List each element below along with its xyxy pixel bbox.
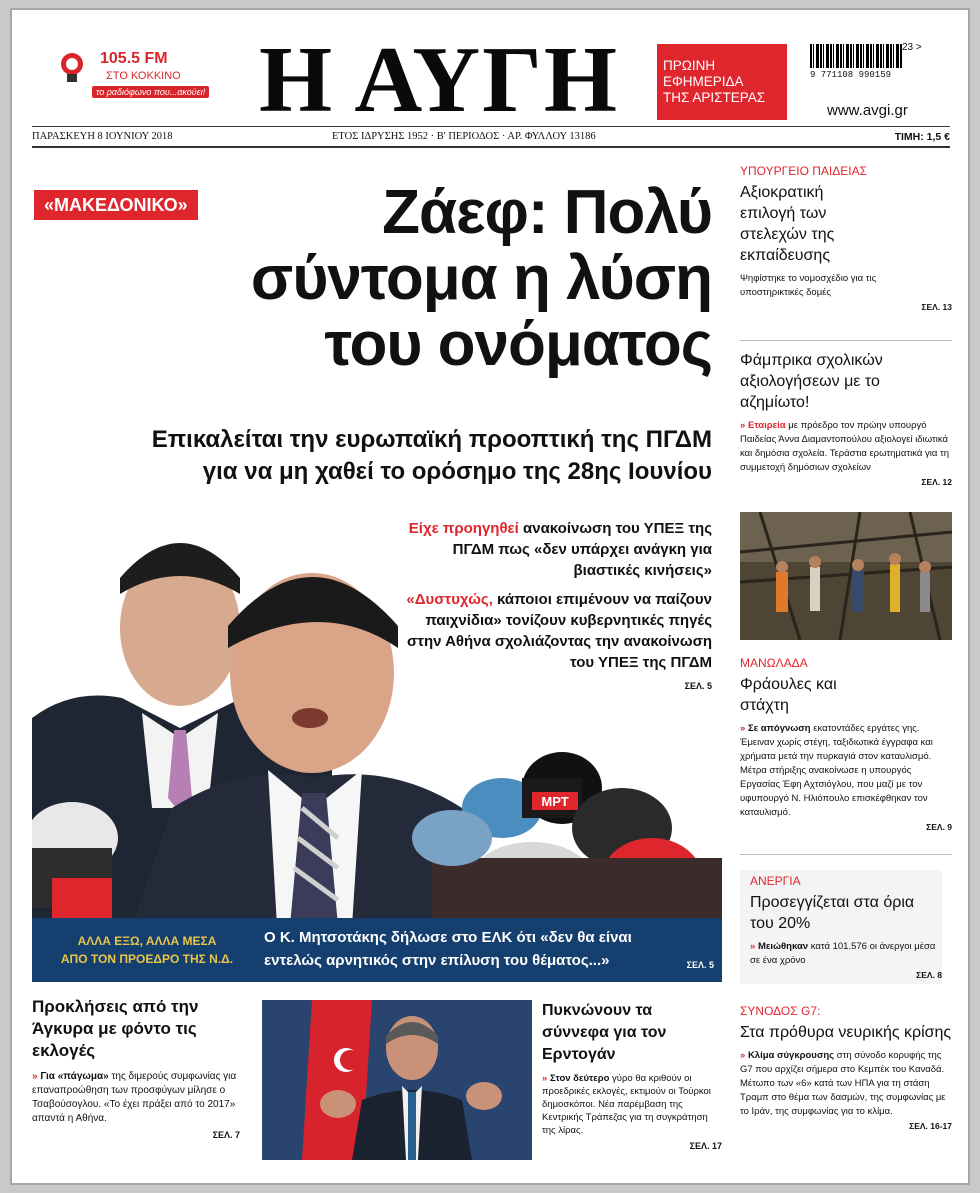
tagline-line-2: ΕΦΗΜΕΡΙΔΑ xyxy=(663,74,744,89)
chevron-right-icon: » xyxy=(32,1071,41,1082)
radio-subtitle: ΣΤΟ ΚΟΚΚΙΝΟ xyxy=(106,70,181,82)
sidebar-education[interactable] xyxy=(740,164,952,312)
deck-line-1: Επικαλείται την ευρωπαϊκή προοπτική της ΠΓΔΜ xyxy=(151,426,712,453)
radio-frequency: 105.5 FM xyxy=(100,50,168,67)
tagline-line-3: ΤΗΣ ΑΡΙΣΤΕΡΑΣ xyxy=(663,90,766,105)
g7-category: ΣΥΝΟΔΟΣ G7: xyxy=(740,1004,821,1018)
unemployment-page-ref[interactable]: ΣΕΛ. 8 xyxy=(916,970,942,980)
ankara-lead: Για «πάγωμα» xyxy=(40,1071,109,1082)
erdogan-photo[interactable] xyxy=(262,1000,532,1160)
sidebar-divider xyxy=(740,340,952,341)
manolada-category: ΜΑΝΩΛΑΔΑ xyxy=(740,656,808,670)
sidebar-evaluations[interactable] xyxy=(740,350,952,487)
barcode-icon xyxy=(810,44,902,68)
erdogan-lead: Στον δεύτερο xyxy=(549,1073,610,1084)
unemployment-lead: Μειώθηκαν xyxy=(757,941,809,952)
manolada-body xyxy=(740,722,952,820)
quote-2 xyxy=(392,589,712,673)
main-page-ref[interactable]: ΣΕΛ. 5 xyxy=(684,681,712,691)
main-kicker: «ΜΑΚΕΔΟΝΙΚΟ» xyxy=(34,190,198,220)
bar-kicker-line-1: ΑΛΛΑ ΕΞΩ, ΑΛΛΑ ΜΕΣΑ xyxy=(77,934,217,948)
evaluations-page-ref[interactable]: ΣΕΛ. 12 xyxy=(921,477,952,487)
ankara-story[interactable] xyxy=(32,996,260,1140)
quote-1-lead: Είχε προηγηθεί xyxy=(408,520,519,537)
fire-photo[interactable] xyxy=(740,512,952,640)
chevron-right-icon: » xyxy=(740,723,748,734)
bar-text: Ο Κ. Μητσοτάκης δήλωσε στο ΕΛΚ ότι «δεν θα είναι εντελώς αρνητικός στην επίλυση του θέματος...» xyxy=(264,929,632,969)
sidebar-unemployment[interactable] xyxy=(740,870,942,984)
unemployment-category: ΑΝΕΡΓΙΑ xyxy=(750,874,801,888)
manolada-headline: Φράουλες και στάχτη xyxy=(740,676,837,714)
headline-line-1: Ζάεφ: Πολύ xyxy=(382,178,712,247)
founded-info: ΕΤΟΣ ΙΔΡΥΣΗΣ 1952 · Β' ΠΕΡΙΟΔΟΣ · ΑΡ. ΦΥΛΛΟΥ 13186 xyxy=(332,131,596,142)
bar-kicker-line-2: ΑΠΟ ΤΟΝ ΠΡΟΕΔΡΟ ΤΗΣ Ν.Δ. xyxy=(60,952,234,966)
unemployment-body xyxy=(750,940,942,968)
unemployment-headline: Προσεγγίζεται στα όρια του 20% xyxy=(750,894,915,932)
erdogan-page-ref[interactable]: ΣΕΛ. 17 xyxy=(689,1141,722,1151)
ankara-body xyxy=(32,1070,260,1126)
manolada-lead: Σε απόγνωση xyxy=(747,723,811,734)
g7-lead: Κλίμα σύγκρουσης xyxy=(747,1050,835,1061)
quote-2-text: κάποιοι επιμένουν να παίζουν παιχνίδια» τονίζουν κυβερνητικές πηγές στην Αθήνα σχολιάζοντας την ανακοίνωση του ΥΠΕΞ της ΠΓΔΜ xyxy=(407,591,712,671)
mitsotakis-bar[interactable] xyxy=(32,918,722,982)
sidebar-divider xyxy=(740,854,952,855)
evaluations-text: με πρόεδρο τον πρώην υπουργό Παιδείας Άννα Διαμαντοπούλου αξιολογεί ιδιωτικά και δημόσια σχολεία. Τεράστια ερωτηματικά για τη συμμετοχή δημόσιων σχολείων xyxy=(740,420,950,473)
website-link[interactable]: www.avgi.gr xyxy=(827,102,908,119)
tagline-box xyxy=(657,44,787,120)
main-quotes xyxy=(392,518,712,691)
evaluations-body xyxy=(740,419,952,475)
chevron-right-icon: » xyxy=(740,420,748,431)
ankara-page-ref[interactable]: ΣΕΛ. 7 xyxy=(212,1130,240,1140)
chevron-right-icon: » xyxy=(750,941,758,952)
quote-1 xyxy=(392,518,712,581)
main-deck xyxy=(72,424,712,488)
unemployment-text: κατά 101.576 οι άνεργοι μέσα σε ένα χρόνο xyxy=(750,941,936,966)
ankara-text: της διμερούς συμφωνίας για επαναπροώθηση των προσφύγων μίλησε ο Τσαβούσογλου. «Το έχει πράξει από το 2017» απαντά η Αθήνα. xyxy=(32,1071,237,1124)
education-body: Ψηφίστηκε το νομοσχέδιο για τις υποστηρικτικές δομές xyxy=(740,273,877,298)
ankara-headline: Προκλήσεις από την Άγκυρα με φόντο τις εκλογές xyxy=(32,997,199,1060)
erdogan-body xyxy=(542,1072,722,1137)
education-headline: Αξιοκρατική επιλογή των στελεχών της εκπαίδευσης xyxy=(740,184,835,264)
erdogan-text: γύρο θα κριθούν οι προεδρικές εκλογές, εκτιμούν οι Τούρκοι δημοσκόποι. Νέα παρέμβαση της Κεντρικής Τράπεζας για τη συγκράτηση της λίρας. xyxy=(542,1073,711,1136)
radio-tagline: το ραδιόφωνο που...ακούει! xyxy=(92,86,209,98)
g7-text: στη σύνοδο κορυφής της G7 που αρχίζει σήμερα στο Κεμπέκ του Καναδά. Μέτωπο των «6» κατά των ΗΠΑ για τη στάση Τραμπ στο θέμα των δασμών, της συμφωνίας με το Ιράν, της συμφωνίας για το κλίμα. xyxy=(740,1050,946,1117)
chevron-right-icon: » xyxy=(740,1050,748,1061)
barcode-number: 9 771108 990159 xyxy=(810,70,892,80)
erdogan-story[interactable] xyxy=(542,1000,722,1151)
issue-marker: 23 > xyxy=(902,42,922,53)
chevron-right-icon: » xyxy=(542,1073,550,1084)
evaluations-headline: Φάμπρικα σχολικών αξιολογήσεων με το αζημίωτο! xyxy=(740,352,883,411)
main-headline[interactable] xyxy=(152,180,712,378)
lightbulb-icon xyxy=(56,50,88,86)
sidebar-g7[interactable] xyxy=(740,1004,952,1131)
education-page-ref[interactable]: ΣΕΛ. 13 xyxy=(921,302,952,312)
tagline-line-1: ΠΡΩΙΝΗ xyxy=(663,58,716,73)
quote-2-lead: «Δυστυχώς, xyxy=(406,591,493,608)
bar-page-ref[interactable]: ΣΕΛ. 5 xyxy=(686,960,714,970)
quote-1-text: ανακοίνωση του ΥΠΕΞ της ΠΓΔΜ πως «δεν υπάρχει ανάγκη για βιαστικές κινήσεις» xyxy=(452,520,712,579)
issue-date: ΠΑΡΑΣΚΕΥΗ 8 ΙΟΥΝΙΟΥ 2018 xyxy=(32,131,173,142)
g7-body xyxy=(740,1049,952,1119)
sidebar-manolada[interactable] xyxy=(740,656,952,832)
g7-page-ref[interactable]: ΣΕΛ. 16-17 xyxy=(909,1121,952,1131)
dateline xyxy=(32,126,950,148)
headline-line-2: σύντομα η λύση xyxy=(250,244,712,313)
manolada-page-ref[interactable]: ΣΕΛ. 9 xyxy=(926,822,952,832)
radio-ad[interactable] xyxy=(56,46,206,102)
education-category: ΥΠΟΥΡΓΕΙΟ ΠΑΙΔΕΙΑΣ xyxy=(740,164,868,178)
manolada-text: εκατοντάδες εργάτες γης. Έμειναν χωρίς στέγη, ταξιδιωτικά έγγραφα και χρήματα μετά την πυρκαγιά στον καταυλισμό. Μέτρα στήριξης ανακοίνωσε η υπουργός Εργασίας Έφη Αχτσιόγλου, που μαζί με τον υφυπουργό Ν. Ηλιόπουλο επισκέφθηκαν τον καταυλισμό. xyxy=(740,723,933,818)
evaluations-lead: Εταιρεία xyxy=(747,420,786,431)
mic-label: МРТ xyxy=(541,794,569,809)
deck-line-2: για να μη χαθεί το ορόσημο της 28ης Ιουνίου xyxy=(202,458,712,485)
bar-kicker xyxy=(36,932,258,968)
g7-headline: Στα πρόθυρα νευρικής κρίσης xyxy=(740,1024,952,1041)
newspaper-logo[interactable]: Η ΑΥΓΗ xyxy=(258,28,620,132)
barcode xyxy=(810,44,932,90)
erdogan-headline: Πυκνώνουν τα σύννεφα για τον Ερντογάν xyxy=(542,1002,667,1063)
price: ΤΙΜΗ: 1,5 € xyxy=(894,131,950,143)
newspaper-front-page xyxy=(10,8,970,1185)
headline-line-3: του ονόματος xyxy=(324,310,712,379)
